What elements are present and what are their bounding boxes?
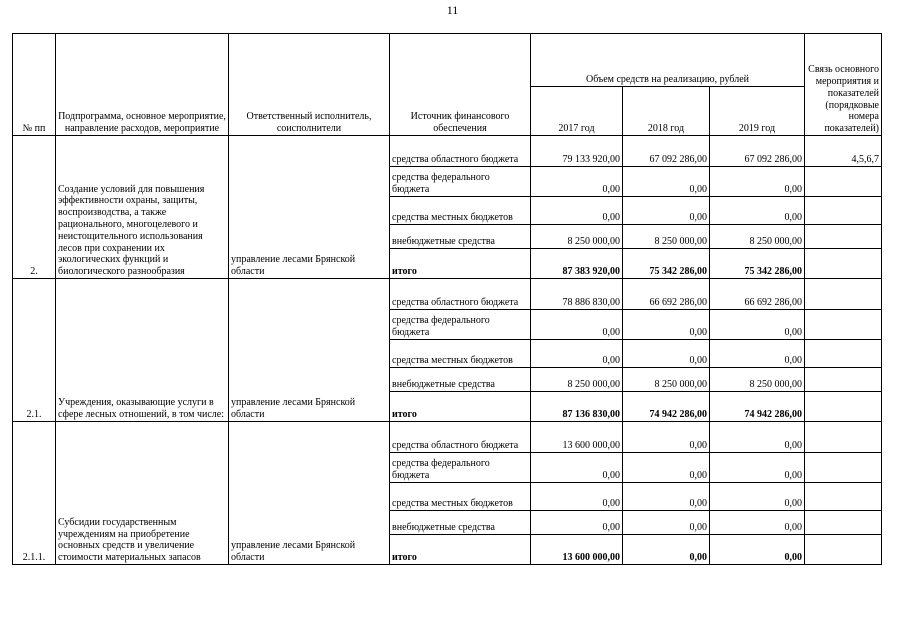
row-number: 2. <box>13 136 56 279</box>
amount-2018: 0,00 <box>623 422 710 453</box>
row-number: 2.1. <box>13 279 56 422</box>
header-link: Связь основного мероприятия и показателей (порядковые номера показателей) <box>805 34 882 136</box>
amount-2018: 0,00 <box>623 511 710 535</box>
header-year: 2018 год <box>623 87 710 136</box>
indicator-link <box>805 197 882 225</box>
amount-2018: 8 250 000,00 <box>623 225 710 249</box>
indicator-link <box>805 310 882 340</box>
header-year: 2017 год <box>531 87 623 136</box>
indicator-link <box>805 483 882 511</box>
amount-2019: 74 942 286,00 <box>710 392 805 422</box>
amount-2018: 0,00 <box>623 167 710 197</box>
amount-2019: 8 250 000,00 <box>710 225 805 249</box>
amount-2017: 0,00 <box>531 483 623 511</box>
amount-2019: 0,00 <box>710 453 805 483</box>
executor: управление лесами Брянской области <box>229 422 390 565</box>
header-name: Подпрограмма, основное мероприятие, направление расходов, мероприятие <box>56 34 229 136</box>
measure-name: Субсидии государственным учреждениям на приобретение основных средств и увеличение стоимости материальных запасов <box>56 422 229 565</box>
amount-2019: 67 092 286,00 <box>710 136 805 167</box>
amount-2019: 0,00 <box>710 197 805 225</box>
budget-table <box>12 33 882 565</box>
funding-source: средства областного бюджета <box>390 136 531 167</box>
indicator-link: 4,5,6,7 <box>805 136 882 167</box>
table-row <box>13 136 882 167</box>
header-source: Источник финансового обеспечения <box>390 34 531 136</box>
funding-source: средства федерального бюджета <box>390 167 531 197</box>
amount-2019: 0,00 <box>710 167 805 197</box>
amount-2018: 0,00 <box>623 310 710 340</box>
executor: управление лесами Брянской области <box>229 279 390 422</box>
funding-source: средства областного бюджета <box>390 279 531 310</box>
amount-2017: 0,00 <box>531 197 623 225</box>
amount-2019: 0,00 <box>710 535 805 565</box>
funding-source: средства федерального бюджета <box>390 453 531 483</box>
table-header <box>13 34 882 136</box>
funding-source: итого <box>390 392 531 422</box>
amount-2018: 8 250 000,00 <box>623 368 710 392</box>
header-volume: Объем средств на реализацию, рублей <box>531 34 805 87</box>
amount-2019: 0,00 <box>710 483 805 511</box>
indicator-link <box>805 422 882 453</box>
amount-2017: 0,00 <box>531 340 623 368</box>
indicator-link <box>805 249 882 279</box>
indicator-link <box>805 368 882 392</box>
amount-2018: 0,00 <box>623 197 710 225</box>
amount-2017: 0,00 <box>531 511 623 535</box>
header-year: 2019 год <box>710 87 805 136</box>
funding-source: итого <box>390 249 531 279</box>
header-executor: Ответственный исполнитель, соисполнители <box>229 34 390 136</box>
indicator-link <box>805 340 882 368</box>
table-body <box>13 136 882 565</box>
row-number: 2.1.1. <box>13 422 56 565</box>
amount-2017: 79 133 920,00 <box>531 136 623 167</box>
amount-2019: 0,00 <box>710 340 805 368</box>
amount-2019: 0,00 <box>710 310 805 340</box>
amount-2017: 87 383 920,00 <box>531 249 623 279</box>
amount-2017: 87 136 830,00 <box>531 392 623 422</box>
funding-source: средства местных бюджетов <box>390 340 531 368</box>
amount-2017: 13 600 000,00 <box>531 535 623 565</box>
amount-2017: 0,00 <box>531 167 623 197</box>
amount-2019: 8 250 000,00 <box>710 368 805 392</box>
indicator-link <box>805 453 882 483</box>
amount-2019: 66 692 286,00 <box>710 279 805 310</box>
indicator-link <box>805 392 882 422</box>
amount-2017: 78 886 830,00 <box>531 279 623 310</box>
indicator-link <box>805 535 882 565</box>
funding-source: внебюджетные средства <box>390 368 531 392</box>
indicator-link <box>805 167 882 197</box>
amount-2017: 0,00 <box>531 310 623 340</box>
table-row <box>13 279 882 310</box>
header-num: № пп <box>13 34 56 136</box>
amount-2017: 8 250 000,00 <box>531 225 623 249</box>
amount-2018: 0,00 <box>623 483 710 511</box>
page-number: 11 <box>446 3 459 17</box>
amount-2019: 0,00 <box>710 511 805 535</box>
indicator-link <box>805 511 882 535</box>
funding-source: средства областного бюджета <box>390 422 531 453</box>
indicator-link <box>805 279 882 310</box>
amount-2019: 75 342 286,00 <box>710 249 805 279</box>
funding-source: итого <box>390 535 531 565</box>
amount-2018: 67 092 286,00 <box>623 136 710 167</box>
funding-source: внебюджетные средства <box>390 511 531 535</box>
measure-name: Учреждения, оказывающие услуги в сфере лесных отношений, в том числе: <box>56 279 229 422</box>
table-row <box>13 422 882 453</box>
amount-2018: 0,00 <box>623 453 710 483</box>
funding-source: средства местных бюджетов <box>390 197 531 225</box>
funding-source: внебюджетные средства <box>390 225 531 249</box>
indicator-link <box>805 225 882 249</box>
funding-source: средства федерального бюджета <box>390 310 531 340</box>
amount-2018: 74 942 286,00 <box>623 392 710 422</box>
funding-source: средства местных бюджетов <box>390 483 531 511</box>
amount-2019: 0,00 <box>710 422 805 453</box>
amount-2017: 0,00 <box>531 453 623 483</box>
amount-2017: 13 600 000,00 <box>531 422 623 453</box>
measure-name: Создание условий для повышения эффективности охраны, защиты, воспроизводства, а также рационального, многоцелевого и неистощительного использования лесов при сохранении их экологических функций и биологического разнообразия <box>56 136 229 279</box>
executor: управление лесами Брянской области <box>229 136 390 279</box>
amount-2018: 75 342 286,00 <box>623 249 710 279</box>
amount-2018: 0,00 <box>623 340 710 368</box>
amount-2018: 0,00 <box>623 535 710 565</box>
amount-2017: 8 250 000,00 <box>531 368 623 392</box>
amount-2018: 66 692 286,00 <box>623 279 710 310</box>
